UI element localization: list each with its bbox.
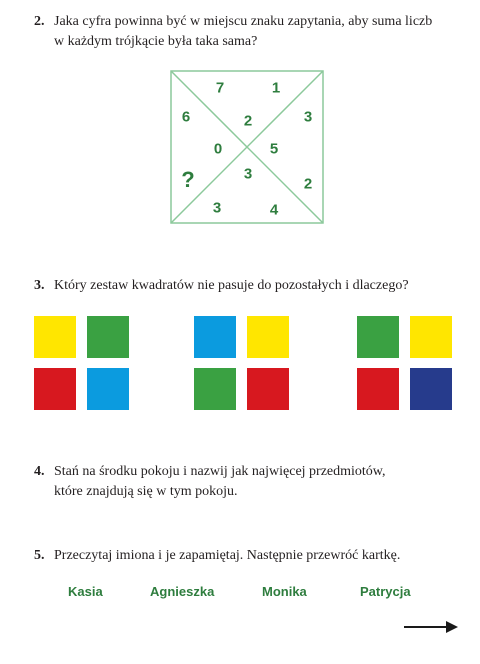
name-kasia: Kasia bbox=[68, 584, 103, 599]
diagram-question-mark: ? bbox=[181, 167, 195, 192]
question-5-number: 5. bbox=[34, 548, 45, 563]
diagram-lines bbox=[170, 70, 324, 224]
square-set-2-bottom-left bbox=[194, 368, 236, 410]
question-5-text: Przeczytaj imiona i je zapamiętaj. Następnie przewróć kartkę. bbox=[54, 548, 401, 563]
question-3-text: Który zestaw kwadratów nie pasuje do pozostałych i dlaczego? bbox=[54, 278, 409, 293]
diagram-number-left-center: 0 bbox=[213, 140, 223, 158]
question-2-line-2: w każdym trójkącie była taka sama? bbox=[54, 34, 258, 49]
question-4-line-1: Stań na środku pokoju i nazwij jak najwięcej przedmiotów, bbox=[54, 464, 386, 479]
name-monika: Monika bbox=[262, 584, 307, 599]
square-set-3-top-left bbox=[357, 316, 399, 358]
question-3 bbox=[34, 276, 409, 296]
question-2 bbox=[34, 12, 432, 52]
question-4-number: 4. bbox=[34, 464, 45, 479]
diagram-number-bottom-left: 3 bbox=[212, 199, 222, 217]
question-4-line-2: które znajdują się w tym pokoju. bbox=[54, 484, 238, 499]
question-2-line-1: Jaka cyfra powinna być w miejscu znaku zapytania, aby suma liczb bbox=[54, 14, 433, 29]
question-2-number: 2. bbox=[34, 14, 45, 29]
diagram-number-left-top: 6 bbox=[181, 108, 191, 126]
square-set-3-bottom-right bbox=[410, 368, 452, 410]
square-set-1-top-left bbox=[34, 316, 76, 358]
square-set-3-top-right bbox=[410, 316, 452, 358]
right-arrow-icon[interactable] bbox=[404, 620, 458, 634]
diagram-number-right-center: 5 bbox=[269, 140, 279, 158]
question-4 bbox=[34, 462, 386, 502]
square-set-2-top-left bbox=[194, 316, 236, 358]
diagram-number-right-top: 3 bbox=[303, 108, 313, 126]
diagram-number-top-center: 2 bbox=[243, 112, 253, 130]
square-set-3-bottom-left bbox=[357, 368, 399, 410]
name-agnieszka: Agnieszka bbox=[150, 584, 215, 599]
square-set-1-top-right bbox=[87, 316, 129, 358]
square-set-1-bottom-left bbox=[34, 368, 76, 410]
square-set-2-bottom-right bbox=[247, 368, 289, 410]
diagram-number-top-right: 1 bbox=[271, 79, 281, 97]
diagram-number-right-bottom: 2 bbox=[303, 175, 313, 193]
square-set-2-top-right bbox=[247, 316, 289, 358]
question-3-number: 3. bbox=[34, 278, 45, 293]
number-square-diagram bbox=[170, 70, 324, 224]
question-5 bbox=[34, 546, 400, 566]
name-patrycja: Patrycja bbox=[360, 584, 411, 599]
square-set-1-bottom-right bbox=[87, 368, 129, 410]
diagram-number-bottom-right: 4 bbox=[269, 201, 279, 219]
diagram-number-bottom-center: 3 bbox=[243, 165, 253, 183]
diagram-number-top-left: 7 bbox=[215, 79, 225, 97]
